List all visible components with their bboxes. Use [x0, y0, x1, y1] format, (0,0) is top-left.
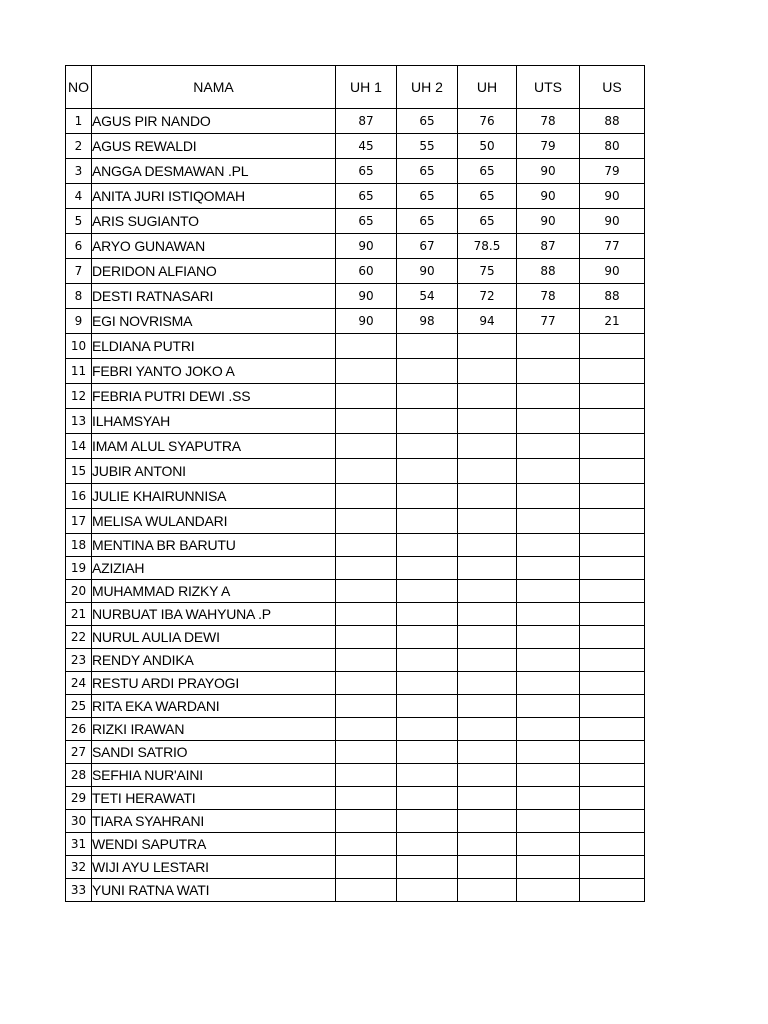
- table-row: [66, 810, 645, 833]
- cell-uts: [517, 509, 580, 534]
- cell-no: 8: [66, 284, 92, 309]
- cell-uts: [517, 534, 580, 557]
- header-us: US: [580, 66, 645, 109]
- cell-uh: [458, 626, 517, 649]
- table-row: [66, 879, 645, 902]
- cell-us: [580, 334, 645, 359]
- cell-uh2: [397, 787, 458, 810]
- cell-uh: 76: [458, 109, 517, 134]
- cell-uh1: [336, 626, 397, 649]
- cell-no: 23: [66, 649, 92, 672]
- cell-nama: WIJI AYU LESTARI: [92, 856, 336, 879]
- cell-uh: 78.5: [458, 234, 517, 259]
- cell-uh1: 90: [336, 309, 397, 334]
- cell-uh: 72: [458, 284, 517, 309]
- cell-no: 9: [66, 309, 92, 334]
- cell-uts: [517, 434, 580, 459]
- cell-uh1: [336, 741, 397, 764]
- cell-uts: [517, 334, 580, 359]
- table-row: [66, 434, 645, 459]
- cell-us: 79: [580, 159, 645, 184]
- cell-nama: DESTI RATNASARI: [92, 284, 336, 309]
- cell-no: 10: [66, 334, 92, 359]
- cell-uh: [458, 384, 517, 409]
- cell-uh: 50: [458, 134, 517, 159]
- table-row: [66, 557, 645, 580]
- cell-uh1: [336, 484, 397, 509]
- cell-no: 11: [66, 359, 92, 384]
- cell-uh2: [397, 764, 458, 787]
- cell-uh1: [336, 384, 397, 409]
- cell-uh1: [336, 764, 397, 787]
- cell-uts: [517, 695, 580, 718]
- cell-no: 31: [66, 833, 92, 856]
- cell-uh1: [336, 787, 397, 810]
- cell-us: [580, 434, 645, 459]
- cell-uh2: [397, 603, 458, 626]
- cell-uh2: [397, 409, 458, 434]
- cell-uh2: [397, 879, 458, 902]
- cell-uts: [517, 879, 580, 902]
- cell-us: [580, 603, 645, 626]
- cell-uh: [458, 718, 517, 741]
- cell-uh: [458, 833, 517, 856]
- table-row: [66, 603, 645, 626]
- cell-nama: MUHAMMAD RIZKY A: [92, 580, 336, 603]
- cell-uh: [458, 695, 517, 718]
- cell-uh: [458, 334, 517, 359]
- cell-uh2: 98: [397, 309, 458, 334]
- cell-uts: [517, 764, 580, 787]
- table-row: [66, 234, 645, 259]
- cell-us: 88: [580, 284, 645, 309]
- table-row: [66, 484, 645, 509]
- table-row: [66, 334, 645, 359]
- cell-no: 27: [66, 741, 92, 764]
- cell-us: [580, 879, 645, 902]
- cell-us: 88: [580, 109, 645, 134]
- cell-nama: ELDIANA PUTRI: [92, 334, 336, 359]
- cell-uh: 65: [458, 184, 517, 209]
- cell-us: 80: [580, 134, 645, 159]
- cell-nama: RENDY ANDIKA: [92, 649, 336, 672]
- cell-us: [580, 359, 645, 384]
- cell-nama: ANGGA DESMAWAN .PL: [92, 159, 336, 184]
- cell-uh1: [336, 672, 397, 695]
- cell-nama: JUBIR ANTONI: [92, 459, 336, 484]
- table-row: [66, 695, 645, 718]
- cell-uts: 79: [517, 134, 580, 159]
- table-row: [66, 284, 645, 309]
- cell-uts: 90: [517, 184, 580, 209]
- table-row: [66, 184, 645, 209]
- cell-no: 25: [66, 695, 92, 718]
- cell-no: 13: [66, 409, 92, 434]
- cell-uh2: [397, 649, 458, 672]
- cell-us: [580, 509, 645, 534]
- cell-nama: FEBRI YANTO JOKO A: [92, 359, 336, 384]
- cell-no: 6: [66, 234, 92, 259]
- cell-uh2: 65: [397, 109, 458, 134]
- cell-uh: 75: [458, 259, 517, 284]
- cell-no: 17: [66, 509, 92, 534]
- cell-uh1: [336, 879, 397, 902]
- table-row: [66, 833, 645, 856]
- cell-us: [580, 409, 645, 434]
- cell-no: 3: [66, 159, 92, 184]
- cell-uh2: [397, 718, 458, 741]
- cell-uh: [458, 741, 517, 764]
- cell-us: [580, 764, 645, 787]
- cell-no: 5: [66, 209, 92, 234]
- cell-nama: ILHAMSYAH: [92, 409, 336, 434]
- table-row: [66, 741, 645, 764]
- cell-nama: ANITA JURI ISTIQOMAH: [92, 184, 336, 209]
- cell-uts: [517, 409, 580, 434]
- cell-uh1: 65: [336, 184, 397, 209]
- cell-us: [580, 787, 645, 810]
- cell-uh2: 67: [397, 234, 458, 259]
- cell-uts: [517, 787, 580, 810]
- table-row: [66, 534, 645, 557]
- cell-nama: NURUL AULIA DEWI: [92, 626, 336, 649]
- cell-uts: [517, 484, 580, 509]
- cell-nama: YUNI RATNA WATI: [92, 879, 336, 902]
- cell-uh: [458, 557, 517, 580]
- cell-us: [580, 718, 645, 741]
- cell-no: 12: [66, 384, 92, 409]
- cell-no: 24: [66, 672, 92, 695]
- table-row: [66, 626, 645, 649]
- cell-uh2: 55: [397, 134, 458, 159]
- cell-uts: [517, 672, 580, 695]
- cell-uh1: [336, 334, 397, 359]
- cell-uh: [458, 879, 517, 902]
- cell-uh2: [397, 384, 458, 409]
- cell-uts: [517, 603, 580, 626]
- cell-uh: [458, 434, 517, 459]
- table-row: [66, 856, 645, 879]
- table-row: [66, 259, 645, 284]
- cell-uh2: 54: [397, 284, 458, 309]
- cell-us: [580, 484, 645, 509]
- cell-nama: EGI NOVRISMA: [92, 309, 336, 334]
- cell-us: [580, 810, 645, 833]
- cell-uh1: [336, 409, 397, 434]
- cell-us: 90: [580, 259, 645, 284]
- cell-us: [580, 856, 645, 879]
- cell-uh: [458, 672, 517, 695]
- cell-no: 1: [66, 109, 92, 134]
- cell-uts: [517, 833, 580, 856]
- cell-no: 2: [66, 134, 92, 159]
- cell-no: 14: [66, 434, 92, 459]
- cell-uh: [458, 484, 517, 509]
- cell-uh1: [336, 603, 397, 626]
- cell-no: 20: [66, 580, 92, 603]
- cell-uh1: 90: [336, 234, 397, 259]
- cell-uh: [458, 509, 517, 534]
- cell-nama: SANDI SATRIO: [92, 741, 336, 764]
- cell-uts: [517, 359, 580, 384]
- cell-nama: ARIS SUGIANTO: [92, 209, 336, 234]
- table-row: [66, 787, 645, 810]
- cell-nama: AZIZIAH: [92, 557, 336, 580]
- cell-nama: SEFHIA NUR'AINI: [92, 764, 336, 787]
- cell-uh1: 65: [336, 159, 397, 184]
- cell-us: 90: [580, 209, 645, 234]
- cell-uts: 90: [517, 159, 580, 184]
- header-uh: UH: [458, 66, 517, 109]
- cell-uh1: [336, 718, 397, 741]
- cell-uh2: [397, 833, 458, 856]
- cell-us: [580, 384, 645, 409]
- cell-uh1: [336, 580, 397, 603]
- cell-nama: WENDI SAPUTRA: [92, 833, 336, 856]
- cell-uh2: 65: [397, 159, 458, 184]
- cell-uts: 90: [517, 209, 580, 234]
- header-uh2: UH 2: [397, 66, 458, 109]
- cell-uh1: [336, 509, 397, 534]
- cell-uh2: [397, 484, 458, 509]
- cell-uh: [458, 787, 517, 810]
- cell-nama: JULIE KHAIRUNNISA: [92, 484, 336, 509]
- table-row: [66, 109, 645, 134]
- cell-uh: 65: [458, 159, 517, 184]
- cell-no: 26: [66, 718, 92, 741]
- cell-uh1: 65: [336, 209, 397, 234]
- cell-uts: [517, 557, 580, 580]
- cell-uh: [458, 459, 517, 484]
- cell-us: [580, 695, 645, 718]
- cell-uh2: 90: [397, 259, 458, 284]
- cell-nama: DERIDON ALFIANO: [92, 259, 336, 284]
- cell-us: [580, 741, 645, 764]
- cell-uh2: [397, 810, 458, 833]
- cell-uh: [458, 810, 517, 833]
- cell-nama: MENTINA BR BARUTU: [92, 534, 336, 557]
- cell-us: [580, 833, 645, 856]
- cell-nama: IMAM ALUL SYAPUTRA: [92, 434, 336, 459]
- cell-uh: 94: [458, 309, 517, 334]
- table-row: [66, 309, 645, 334]
- table-row: [66, 718, 645, 741]
- cell-no: 32: [66, 856, 92, 879]
- table-row: [66, 672, 645, 695]
- cell-uh2: [397, 741, 458, 764]
- cell-uts: [517, 649, 580, 672]
- table-row: [66, 509, 645, 534]
- grades-table: [65, 65, 645, 902]
- table-row: [66, 134, 645, 159]
- cell-uh: [458, 359, 517, 384]
- cell-no: 28: [66, 764, 92, 787]
- table-row: [66, 359, 645, 384]
- cell-uh1: [336, 557, 397, 580]
- cell-uh: [458, 603, 517, 626]
- cell-uh2: [397, 434, 458, 459]
- cell-uh1: [336, 833, 397, 856]
- cell-uh2: [397, 856, 458, 879]
- cell-uts: [517, 626, 580, 649]
- cell-nama: AGUS PIR NANDO: [92, 109, 336, 134]
- header-uts: UTS: [517, 66, 580, 109]
- cell-nama: RIZKI IRAWAN: [92, 718, 336, 741]
- cell-us: 90: [580, 184, 645, 209]
- cell-no: 16: [66, 484, 92, 509]
- cell-nama: ARYO GUNAWAN: [92, 234, 336, 259]
- cell-no: 22: [66, 626, 92, 649]
- cell-uh2: [397, 509, 458, 534]
- cell-uh: [458, 856, 517, 879]
- cell-uts: [517, 384, 580, 409]
- cell-uts: [517, 459, 580, 484]
- table-row: [66, 764, 645, 787]
- cell-uh2: [397, 557, 458, 580]
- cell-uh: [458, 649, 517, 672]
- cell-nama: RITA EKA WARDANI: [92, 695, 336, 718]
- cell-uh1: [336, 695, 397, 718]
- cell-us: [580, 557, 645, 580]
- cell-uh2: [397, 695, 458, 718]
- cell-uts: 78: [517, 109, 580, 134]
- cell-nama: RESTU ARDI PRAYOGI: [92, 672, 336, 695]
- cell-uh: [458, 580, 517, 603]
- cell-uts: 78: [517, 284, 580, 309]
- cell-no: 30: [66, 810, 92, 833]
- cell-uts: [517, 856, 580, 879]
- cell-uh: [458, 409, 517, 434]
- table-row: [66, 409, 645, 434]
- cell-uh2: 65: [397, 209, 458, 234]
- cell-no: 7: [66, 259, 92, 284]
- cell-nama: MELISA WULANDARI: [92, 509, 336, 534]
- cell-uh1: [336, 810, 397, 833]
- cell-uh1: [336, 359, 397, 384]
- cell-us: 77: [580, 234, 645, 259]
- table-row: [66, 159, 645, 184]
- cell-uh1: 45: [336, 134, 397, 159]
- cell-uh2: [397, 459, 458, 484]
- cell-uh2: [397, 334, 458, 359]
- cell-uts: 88: [517, 259, 580, 284]
- cell-uh2: [397, 672, 458, 695]
- cell-uh1: 90: [336, 284, 397, 309]
- cell-no: 21: [66, 603, 92, 626]
- table-row: [66, 649, 645, 672]
- cell-uh2: [397, 580, 458, 603]
- cell-uh1: 87: [336, 109, 397, 134]
- cell-uh: 65: [458, 209, 517, 234]
- cell-uh2: [397, 534, 458, 557]
- cell-no: 19: [66, 557, 92, 580]
- cell-us: [580, 459, 645, 484]
- cell-uh1: 60: [336, 259, 397, 284]
- cell-nama: TIARA SYAHRANI: [92, 810, 336, 833]
- cell-us: [580, 672, 645, 695]
- table-row: [66, 459, 645, 484]
- cell-uts: [517, 580, 580, 603]
- cell-uh1: [336, 434, 397, 459]
- cell-uh: [458, 534, 517, 557]
- cell-nama: AGUS REWALDI: [92, 134, 336, 159]
- cell-us: [580, 649, 645, 672]
- header-nama: NAMA: [92, 66, 336, 109]
- header-no: NO: [66, 66, 92, 109]
- cell-uts: [517, 718, 580, 741]
- cell-us: [580, 626, 645, 649]
- cell-nama: FEBRIA PUTRI DEWI .SS: [92, 384, 336, 409]
- cell-uh2: [397, 359, 458, 384]
- table-row: [66, 580, 645, 603]
- table-body: [66, 109, 645, 902]
- cell-uh1: [336, 534, 397, 557]
- cell-uh1: [336, 649, 397, 672]
- cell-uh1: [336, 856, 397, 879]
- cell-no: 18: [66, 534, 92, 557]
- cell-no: 29: [66, 787, 92, 810]
- cell-uh2: 65: [397, 184, 458, 209]
- cell-uts: [517, 741, 580, 764]
- header-row: [66, 66, 645, 109]
- header-uh1: UH 1: [336, 66, 397, 109]
- cell-uts: 87: [517, 234, 580, 259]
- cell-us: [580, 534, 645, 557]
- cell-no: 4: [66, 184, 92, 209]
- cell-uts: 77: [517, 309, 580, 334]
- table-row: [66, 209, 645, 234]
- cell-us: 21: [580, 309, 645, 334]
- cell-nama: NURBUAT IBA WAHYUNA .P: [92, 603, 336, 626]
- cell-uts: [517, 810, 580, 833]
- cell-us: [580, 580, 645, 603]
- cell-nama: TETI HERAWATI: [92, 787, 336, 810]
- cell-uh: [458, 764, 517, 787]
- cell-no: 33: [66, 879, 92, 902]
- table-row: [66, 384, 645, 409]
- cell-no: 15: [66, 459, 92, 484]
- cell-uh2: [397, 626, 458, 649]
- cell-uh1: [336, 459, 397, 484]
